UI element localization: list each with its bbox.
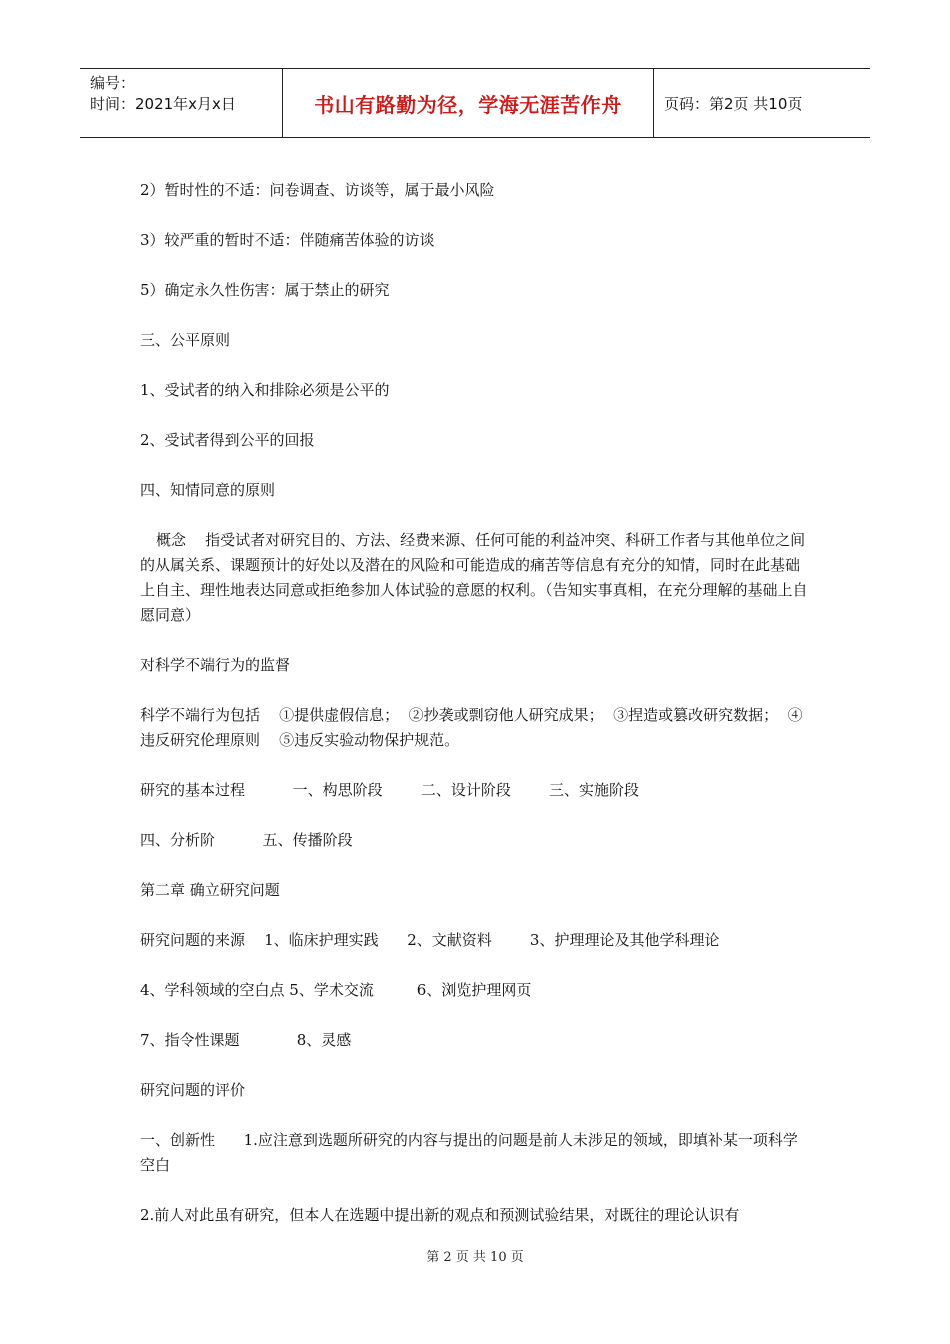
paragraph: 研究问题的来源 1、临床护理实践 2、文献资料 3、护理理论及其他学科理论 <box>140 931 720 949</box>
paragraph: 2.前人对此虽有研究，但本人在选题中提出新的观点和预测试验结果，对既往的理论认识有 <box>140 1206 740 1224</box>
paragraph: 1、受试者的纳入和排除必须是公平的 <box>140 381 390 399</box>
paragraph: 2、受试者得到公平的回报 <box>140 431 315 449</box>
paragraph: 科学不端行为包括 ①提供虚假信息； ②抄袭或剽窃他人研究成果； ③捏造或篡改研究数据； ④违反研究伦理原则 ⑤违反实验动物保护规范。 <box>140 706 803 749</box>
page-header <box>80 68 870 138</box>
header-motto-cell <box>282 69 654 137</box>
paragraph: 2）暂时性的不适：问卷调查、访谈等，属于最小风险 <box>140 181 495 199</box>
paragraph: 5）确定永久性伤害：属于禁止的研究 <box>140 281 390 299</box>
paragraph: 7、指令性课题 8、灵感 <box>140 1031 352 1049</box>
header-page-info-cell <box>654 69 870 137</box>
chapter-heading: 第二章 确立研究问题 <box>140 881 280 899</box>
paragraph-concept: 概念 指受试者对研究目的、方法、经费来源、任何可能的利益冲突、科研工作者与其他单位之间的从属关系、课题预计的好处以及潜在的风险和可能造成的痛苦等信息有充分的知情，同时在此基础上自主、理性地表达同意或拒绝参加人体试验的意愿的权利。（告知实事真相，在充分理解的基础上自愿同意） <box>140 531 808 624</box>
section-heading: 三、公平原则 <box>140 331 231 349</box>
header-page-info: 页码：第2页 共10页 <box>664 94 803 113</box>
page-footer: 第 2 页 共 10 页 <box>426 1250 524 1265</box>
document-body <box>140 178 812 1253</box>
section-heading: 四、知情同意的原则 <box>140 481 276 499</box>
section-heading: 研究问题的评价 <box>140 1081 246 1099</box>
document-time-label: 时间：2021年x月x日 <box>90 95 236 113</box>
section-heading: 对科学不端行为的监督 <box>140 656 291 674</box>
header-motto: 书山有路勤为径，学海无涯苦作舟 <box>314 92 622 117</box>
header-meta <box>80 69 282 137</box>
paragraph: 四、分析阶 五、传播阶段 <box>140 831 353 849</box>
document-number-label: 编号： <box>90 74 136 92</box>
paragraph: 4、学科领域的空白点 5、学术交流 6、浏览护理网页 <box>140 981 532 999</box>
paragraph: 研究的基本过程 一、构思阶段 二、设计阶段 三、实施阶段 <box>140 781 639 799</box>
paragraph: 一、创新性 1.应注意到选题所研究的内容与提出的问题是前人未涉足的领域，即填补某一项科学空白 <box>140 1131 798 1174</box>
paragraph: 3）较严重的暂时不适：伴随痛苦体验的访谈 <box>140 231 435 249</box>
